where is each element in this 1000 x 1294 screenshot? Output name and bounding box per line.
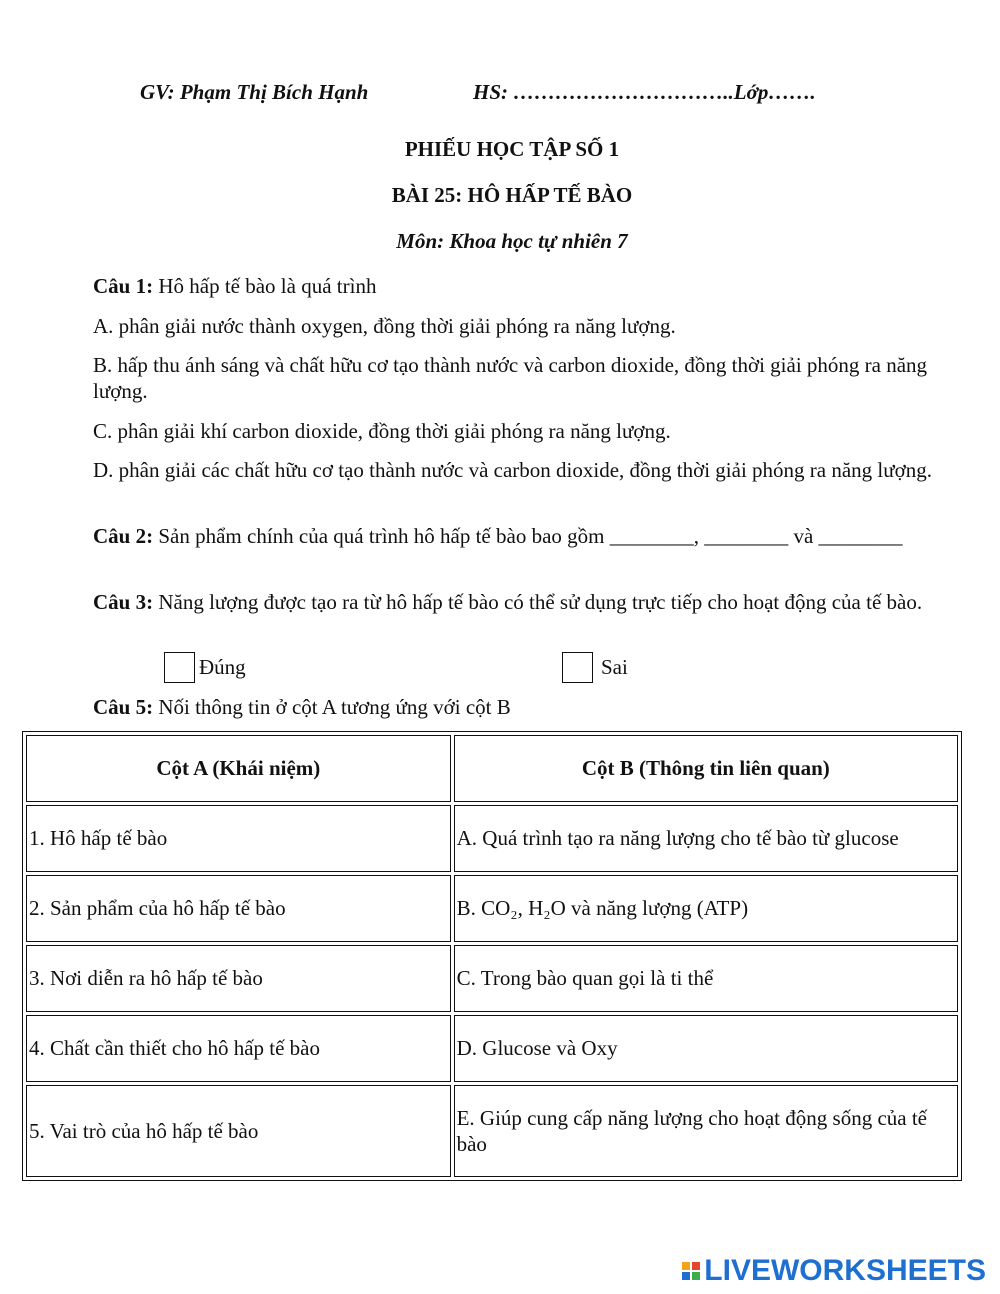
question-3-text: Năng lượng được tạo ra từ hô hấp tế bào có thể sử dụng trực tiếp cho hoạt động của tế bào. — [153, 590, 923, 614]
question-5-text: Nối thông tin ở cột A tương ứng với cột B — [153, 695, 511, 719]
column-a-header: Cột A (Khái niệm) — [26, 735, 451, 802]
table-header-row — [26, 735, 958, 802]
question-1-option-b[interactable]: B. hấp thu ánh sáng và chất hữu cơ tạo thành nước và carbon dioxide, đồng thời giải phóng ra năng lượng. — [93, 353, 928, 403]
sheet-title: PHIẾU HỌC TẬP SỐ 1 — [404, 137, 620, 161]
column-a-cell[interactable]: 5. Vai trò của hô hấp tế bào — [26, 1085, 451, 1177]
column-a-cell[interactable]: 2. Sản phẩm của hô hấp tế bào — [26, 875, 451, 942]
header-teacher — [140, 80, 816, 105]
column-b-cell[interactable]: C. Trong bào quan gọi là ti thể — [454, 945, 958, 1012]
column-b-cell[interactable]: A. Quá trình tạo ra năng lượng cho tế bào từ glucose — [454, 805, 958, 872]
question-2-text: Sản phẩm chính của quá trình hô hấp tế bào bao gồm ________, ________ và ________ — [153, 524, 903, 548]
true-label: Đúng — [199, 655, 246, 679]
question-2 — [93, 523, 943, 549]
table-row — [26, 805, 958, 872]
true-checkbox[interactable] — [164, 652, 195, 683]
table-row — [26, 945, 958, 1012]
student-name-field[interactable]: HS: …………………………..Lớp……. — [473, 80, 816, 104]
question-1-option-a[interactable]: A. phân giải nước thành oxygen, đồng thời giải phóng ra năng lượng. — [93, 314, 676, 338]
column-a-cell[interactable]: 4. Chất cần thiết cho hô hấp tế bào — [26, 1015, 451, 1082]
question-5 — [93, 694, 943, 720]
matching-table — [22, 731, 962, 1181]
question-5-label: Câu 5: — [93, 695, 154, 719]
question-2-label: Câu 2: — [93, 524, 154, 548]
column-b-cell[interactable]: E. Giúp cung cấp năng lượng cho hoạt động sống của tế bào — [454, 1085, 958, 1177]
question-3-label: Câu 3: — [93, 590, 154, 614]
table-row — [26, 1015, 958, 1082]
question-3 — [93, 589, 943, 615]
subject-title: Môn: Khoa học tự nhiên 7 — [396, 229, 628, 253]
column-b-cell[interactable]: B. CO₂, H₂O và năng lượng (ATP) — [454, 875, 958, 942]
teacher-name: GV: Phạm Thị Bích Hạnh — [140, 80, 369, 104]
question-1-option-d[interactable]: D. phân giải các chất hữu cơ tạo thành nước và carbon dioxide, đồng thời giải phóng ra năng lượng. — [93, 458, 933, 482]
question-1-text: Hô hấp tế bào là quá trình — [153, 274, 377, 298]
logo-text: LIVEWORKSHEETS — [704, 1254, 986, 1287]
table-row — [26, 875, 958, 942]
column-a-cell[interactable]: 3. Nơi diễn ra hô hấp tế bào — [26, 945, 451, 1012]
false-checkbox[interactable] — [562, 652, 593, 683]
question-1-option-c[interactable]: C. phân giải khí carbon dioxide, đồng thời giải phóng ra năng lượng. — [93, 419, 671, 443]
question-1-label: Câu 1: — [93, 274, 154, 298]
logo-grid-icon — [682, 1262, 700, 1280]
column-b-header: Cột B (Thông tin liên quan) — [454, 735, 958, 802]
lesson-title: BÀI 25: HÔ HẤP TẾ BÀO — [391, 183, 633, 207]
table-row — [26, 1085, 958, 1177]
question-1 — [93, 273, 943, 299]
false-label: Sai — [601, 655, 628, 679]
liveworksheets-logo — [682, 1254, 986, 1288]
column-a-cell[interactable]: 1. Hô hấp tế bào — [26, 805, 451, 872]
column-b-cell[interactable]: D. Glucose và Oxy — [454, 1015, 958, 1082]
